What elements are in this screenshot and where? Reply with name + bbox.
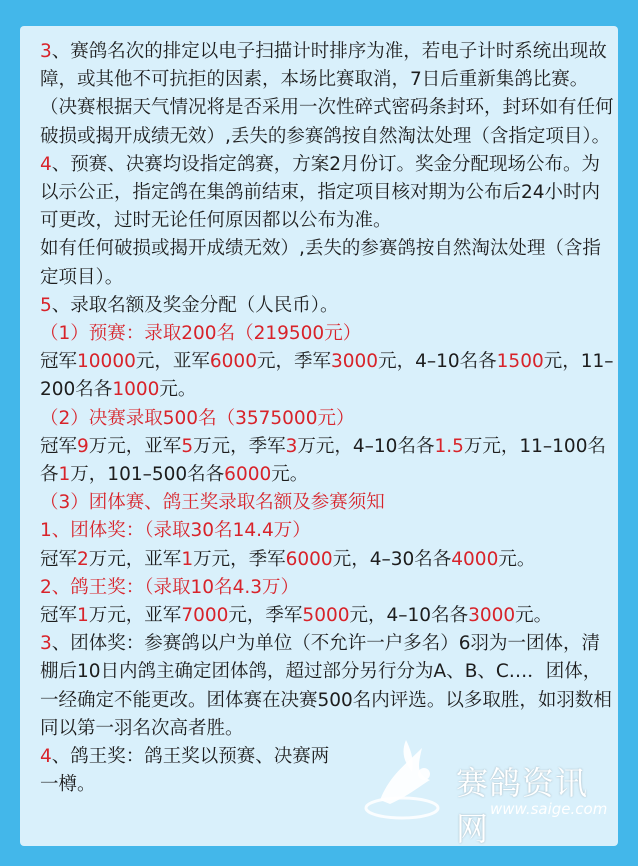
king-award-prizes: 冠军1万元，亚军7000元，季军5000元，4–10名各3000元。 xyxy=(40,605,553,627)
rule-4 xyxy=(40,151,614,236)
watermark-url: www.saige.com xyxy=(490,800,608,818)
rule-4-continuation: 如有任何破损或揭开成绩无效）,丢失的参赛鸽按自然淘汰处理（含指定项目）。 xyxy=(40,238,601,288)
king-award-heading: 2、鸽王奖：（录取10名4.3万） xyxy=(40,576,299,598)
team-award-prizes: 冠军2万元，亚军1万元，季军6000元，4–30名各4000元。 xyxy=(40,548,536,570)
site-watermark xyxy=(360,730,620,848)
rule-number: 3 xyxy=(40,41,52,62)
rule-3 xyxy=(40,38,614,151)
pigeon-logo-icon xyxy=(360,730,460,830)
rule-text: 、录取名额及奖金分配（人民币）。 xyxy=(51,294,339,316)
final-prizes: 冠军9万元，亚军5万元，季军3万元，4–10名各1.5万元，11–100名各1万，101–500名各6000元。 xyxy=(40,435,606,486)
prelim-heading: （1）预赛：录取200名（219500元） xyxy=(40,323,362,345)
rule-number: 3 xyxy=(40,633,52,655)
rule-number: 4 xyxy=(40,153,52,175)
king-rules-continuation: 一樽。 xyxy=(40,774,96,796)
rule-text: 、鸽王奖：鸽王奖以预赛、决赛两 xyxy=(51,746,330,768)
final-heading: （2）决赛录取500名（3575000元） xyxy=(40,407,355,429)
team-award-heading: 1、团体奖：（录取30名14.4万） xyxy=(40,520,311,542)
rule-number: 4 xyxy=(40,746,52,768)
team-rules xyxy=(40,630,614,743)
rule-number: 5 xyxy=(40,294,52,316)
rule-text: 、团体奖：参赛鸽以户为单位（不允许一户多名）6羽为一团体，清棚后10日内鸽主确定团体鸽，超过部分另行分为A、B、C…．团体，一经确定不能更改。团体赛在决赛500名内评选。以多取胜，如羽数相同以第一羽名次高者胜。 xyxy=(40,633,612,739)
rule-text: 、预赛、决赛均设指定鸽赛，方案2月份订。奖金分配现场公布。为以示公正，指定鸽在集鸽前结束，指定项目核对期为公布后24小时内可更改，过时无论任何原因都以公布为准。 xyxy=(40,153,601,232)
team-king-heading: （3）团体赛、鸽王奖录取名额及参赛须知 xyxy=(40,492,385,514)
rule-text: 、赛鸽名次的排定以电子扫描计时排序为准，若电子计时系统出现故障，或其他不可抗拒的因素，本场比赛取消，7日后重新集鸽比赛。（决赛根据天气情况将是否采用一次性碎式密码条封环，封环如有任何破损或揭开成绩无效）,丢失的参赛鸽按自然淘汰处理（含指定项目）。 xyxy=(40,41,614,147)
watermark-site-name: 赛鸽资讯网 xyxy=(456,764,589,848)
rules-document xyxy=(40,38,614,799)
prelim-prizes: 冠军10000元，亚军6000元，季军3000元，4–10名各1500元，11–200名各1000元。 xyxy=(40,351,614,401)
rule-5 xyxy=(40,292,614,320)
